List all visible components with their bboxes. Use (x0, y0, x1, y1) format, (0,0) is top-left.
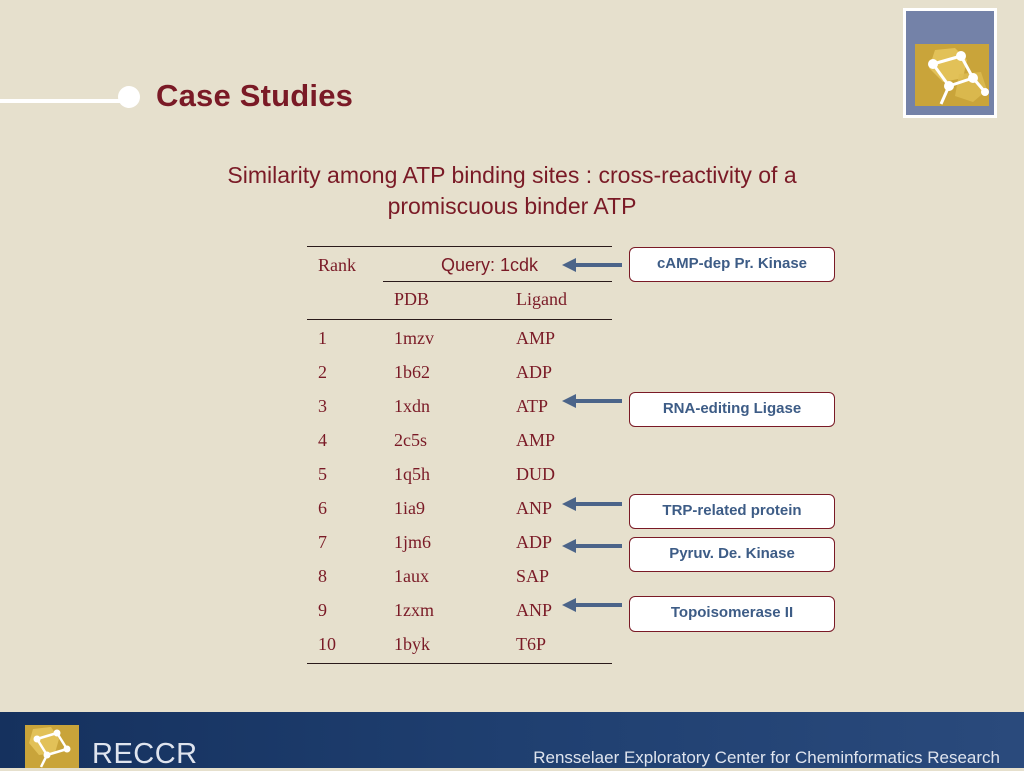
rank-cell: 2 (318, 362, 327, 382)
pdb-cell: 1aux (394, 566, 429, 586)
arrow-left-icon (560, 537, 624, 555)
header-line-decoration (0, 99, 124, 103)
ligand-header: Ligand (516, 289, 567, 309)
rank-cell: 10 (318, 634, 336, 654)
pdb-cell: 1jm6 (394, 532, 432, 552)
rank-cell: 1 (318, 328, 327, 348)
arrow-left-icon (560, 596, 624, 614)
subtitle-line-1: Similarity among ATP binding sites : cross-reactivity of a (227, 162, 797, 188)
molecule-icon (915, 44, 989, 106)
slide-subtitle (150, 160, 874, 222)
pdb-header: PDB (394, 289, 430, 309)
pdb-cell: 1b62 (394, 362, 430, 382)
footer-tagline: Rensselaer Exploratory Center for Cheminformatics Research (533, 748, 1000, 767)
pdb-cell: 1byk (394, 634, 430, 654)
molecule-logo-panel (906, 11, 994, 115)
rank-cell: 7 (318, 532, 327, 552)
callout-topoisomerase: Topoisomerase II (629, 596, 835, 632)
rank-cell: 5 (318, 464, 327, 484)
ligand-cell: ADP (516, 532, 553, 552)
ligand-cell: AMP (516, 328, 556, 348)
pdb-cell: 1zxm (394, 600, 434, 620)
header-dot-decoration (118, 86, 140, 108)
arrow-left-icon (560, 392, 624, 410)
slide-title: Case Studies (156, 78, 354, 113)
ligand-cell: ADP (516, 362, 553, 382)
rank-cell: 3 (318, 396, 327, 416)
pdb-cell: 1xdn (394, 396, 430, 416)
ligand-cell: AMP (516, 430, 556, 450)
arrow-left-icon (560, 256, 624, 274)
table-top-rule (307, 246, 612, 247)
rank-cell: 8 (318, 566, 327, 586)
pdb-cell: 1q5h (394, 464, 430, 484)
callout-query-protein: cAMP-dep Pr. Kinase (629, 247, 835, 282)
pdb-cell: 1ia9 (394, 498, 425, 518)
footer-bar (0, 712, 1024, 768)
rank-cell: 4 (318, 430, 327, 450)
ligand-cell: SAP (516, 566, 550, 586)
callout-pyruvate-kinase: Pyruv. De. Kinase (629, 537, 835, 572)
subtitle-line-2: promiscuous binder ATP (387, 193, 637, 219)
rank-header: Rank (318, 255, 356, 275)
reccr-logo-icon (25, 725, 79, 768)
ligand-cell: ANP (516, 600, 553, 620)
ligand-cell: T6P (516, 634, 547, 654)
callout-rna-editing-ligase: RNA-editing Ligase (629, 392, 835, 427)
callout-trp-related-protein: TRP-related protein (629, 494, 835, 529)
table-bottom-rule (307, 663, 612, 664)
query-label: Query: 1cdk (441, 255, 539, 275)
ligand-cell: ANP (516, 498, 553, 518)
pdb-cell: 1mzv (394, 328, 434, 348)
rank-cell: 9 (318, 600, 327, 620)
rank-cell: 6 (318, 498, 327, 518)
molecule-logo (903, 8, 997, 118)
query-underline-rule (383, 281, 612, 282)
arrow-left-icon (560, 495, 624, 513)
footer-brand: RECCR (92, 738, 198, 770)
ligand-cell: DUD (516, 464, 555, 484)
pdb-cell: 2c5s (394, 430, 427, 450)
header-bottom-rule (307, 319, 612, 320)
ligand-cell: ATP (516, 396, 549, 416)
